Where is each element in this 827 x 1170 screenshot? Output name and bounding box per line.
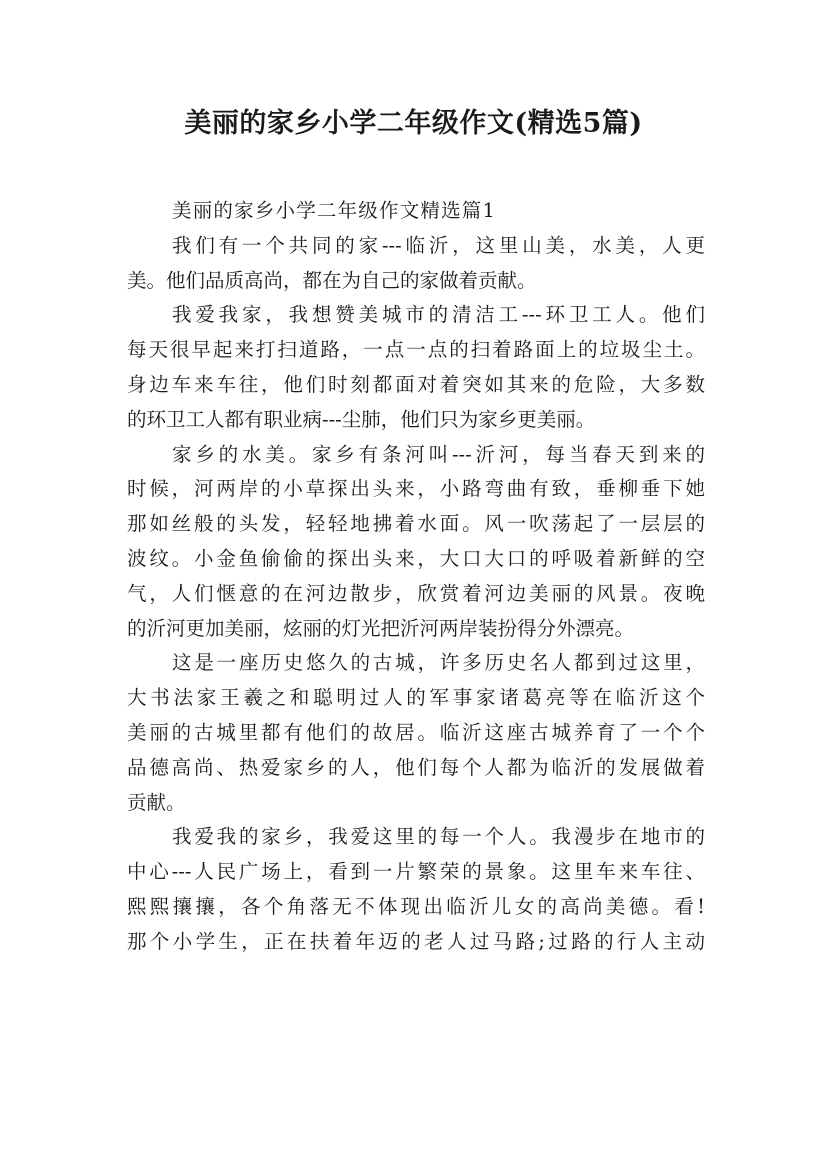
paragraph [127, 438, 705, 647]
text-line: 这是一座历史悠久的古城，许多历史名人都到过这里， [172, 651, 705, 675]
text-line: 品德高尚、热爱家乡的人，他们每个人都为临沂的发展做着 [127, 755, 705, 779]
paragraph [127, 229, 705, 299]
text-line: 那如丝般的头发，轻轻地拂着水面。风一吹荡起了一层层的 [127, 512, 705, 536]
paragraph [127, 646, 705, 820]
text-line: 每天很早起来打扫道路，一点一点的扫着路面上的垃圾尘土。 [127, 338, 705, 362]
text-line: 美。他们品质高尚，都在为自己的家做着贡献。 [127, 268, 537, 292]
document-title: 美丽的家乡小学二年级作文(精选5篇) [184, 108, 643, 139]
text-line: 美丽的古城里都有他们的故居。临沂这座古城养育了一个个 [127, 720, 705, 744]
text-line: 我爱我的家乡，我爱这里的每一个人。我漫步在地市的 [172, 825, 705, 849]
text-line: 的环卫工人都有职业病---尘肺，他们只为家乡更美丽。 [127, 407, 596, 431]
text-line: 我爱我家，我想赞美城市的清洁工---环卫工人。他们 [172, 303, 705, 327]
text-line: 家乡的水美。家乡有条河叫---沂河，每当春天到来的 [172, 442, 705, 466]
text-line: 气，人们惬意的在河边散步，欣赏着河边美丽的风景。夜晚 [127, 581, 705, 605]
text-line: 贡献。 [127, 790, 186, 814]
text-line: 的沂河更加美丽，炫丽的灯光把沂河两岸装扮得分外漂亮。 [127, 616, 635, 640]
text-line: 熙熙攘攘，各个角落无不体现出临沂儿女的高尚美德。看! [127, 894, 705, 918]
text-line: 我们有一个共同的家---临沂，这里山美，水美，人更 [172, 233, 705, 257]
text-line: 波纹。小金鱼偷偷的探出头来，大口大口的呼吸着新鲜的空 [127, 546, 705, 570]
text-line: 身边车来车往，他们时刻都面对着突如其来的危险，大多数 [127, 372, 705, 396]
text-line: 大书法家王羲之和聪明过人的军事家诸葛亮等在临沂这个 [127, 686, 705, 710]
paragraph [127, 298, 705, 437]
text-line: 那个小学生，正在扶着年迈的老人过马路;过路的行人主动 [127, 929, 705, 953]
text-line: 中心---人民广场上，看到一片繁荣的景象。这里车来车往、 [127, 860, 705, 884]
text-line: 时候，河两岸的小草探出头来，小路弯曲有致，垂柳垂下她 [127, 477, 705, 501]
section-heading: 美丽的家乡小学二年级作文精选篇1 [172, 199, 497, 222]
document-body [127, 194, 705, 960]
paragraph [127, 820, 705, 959]
